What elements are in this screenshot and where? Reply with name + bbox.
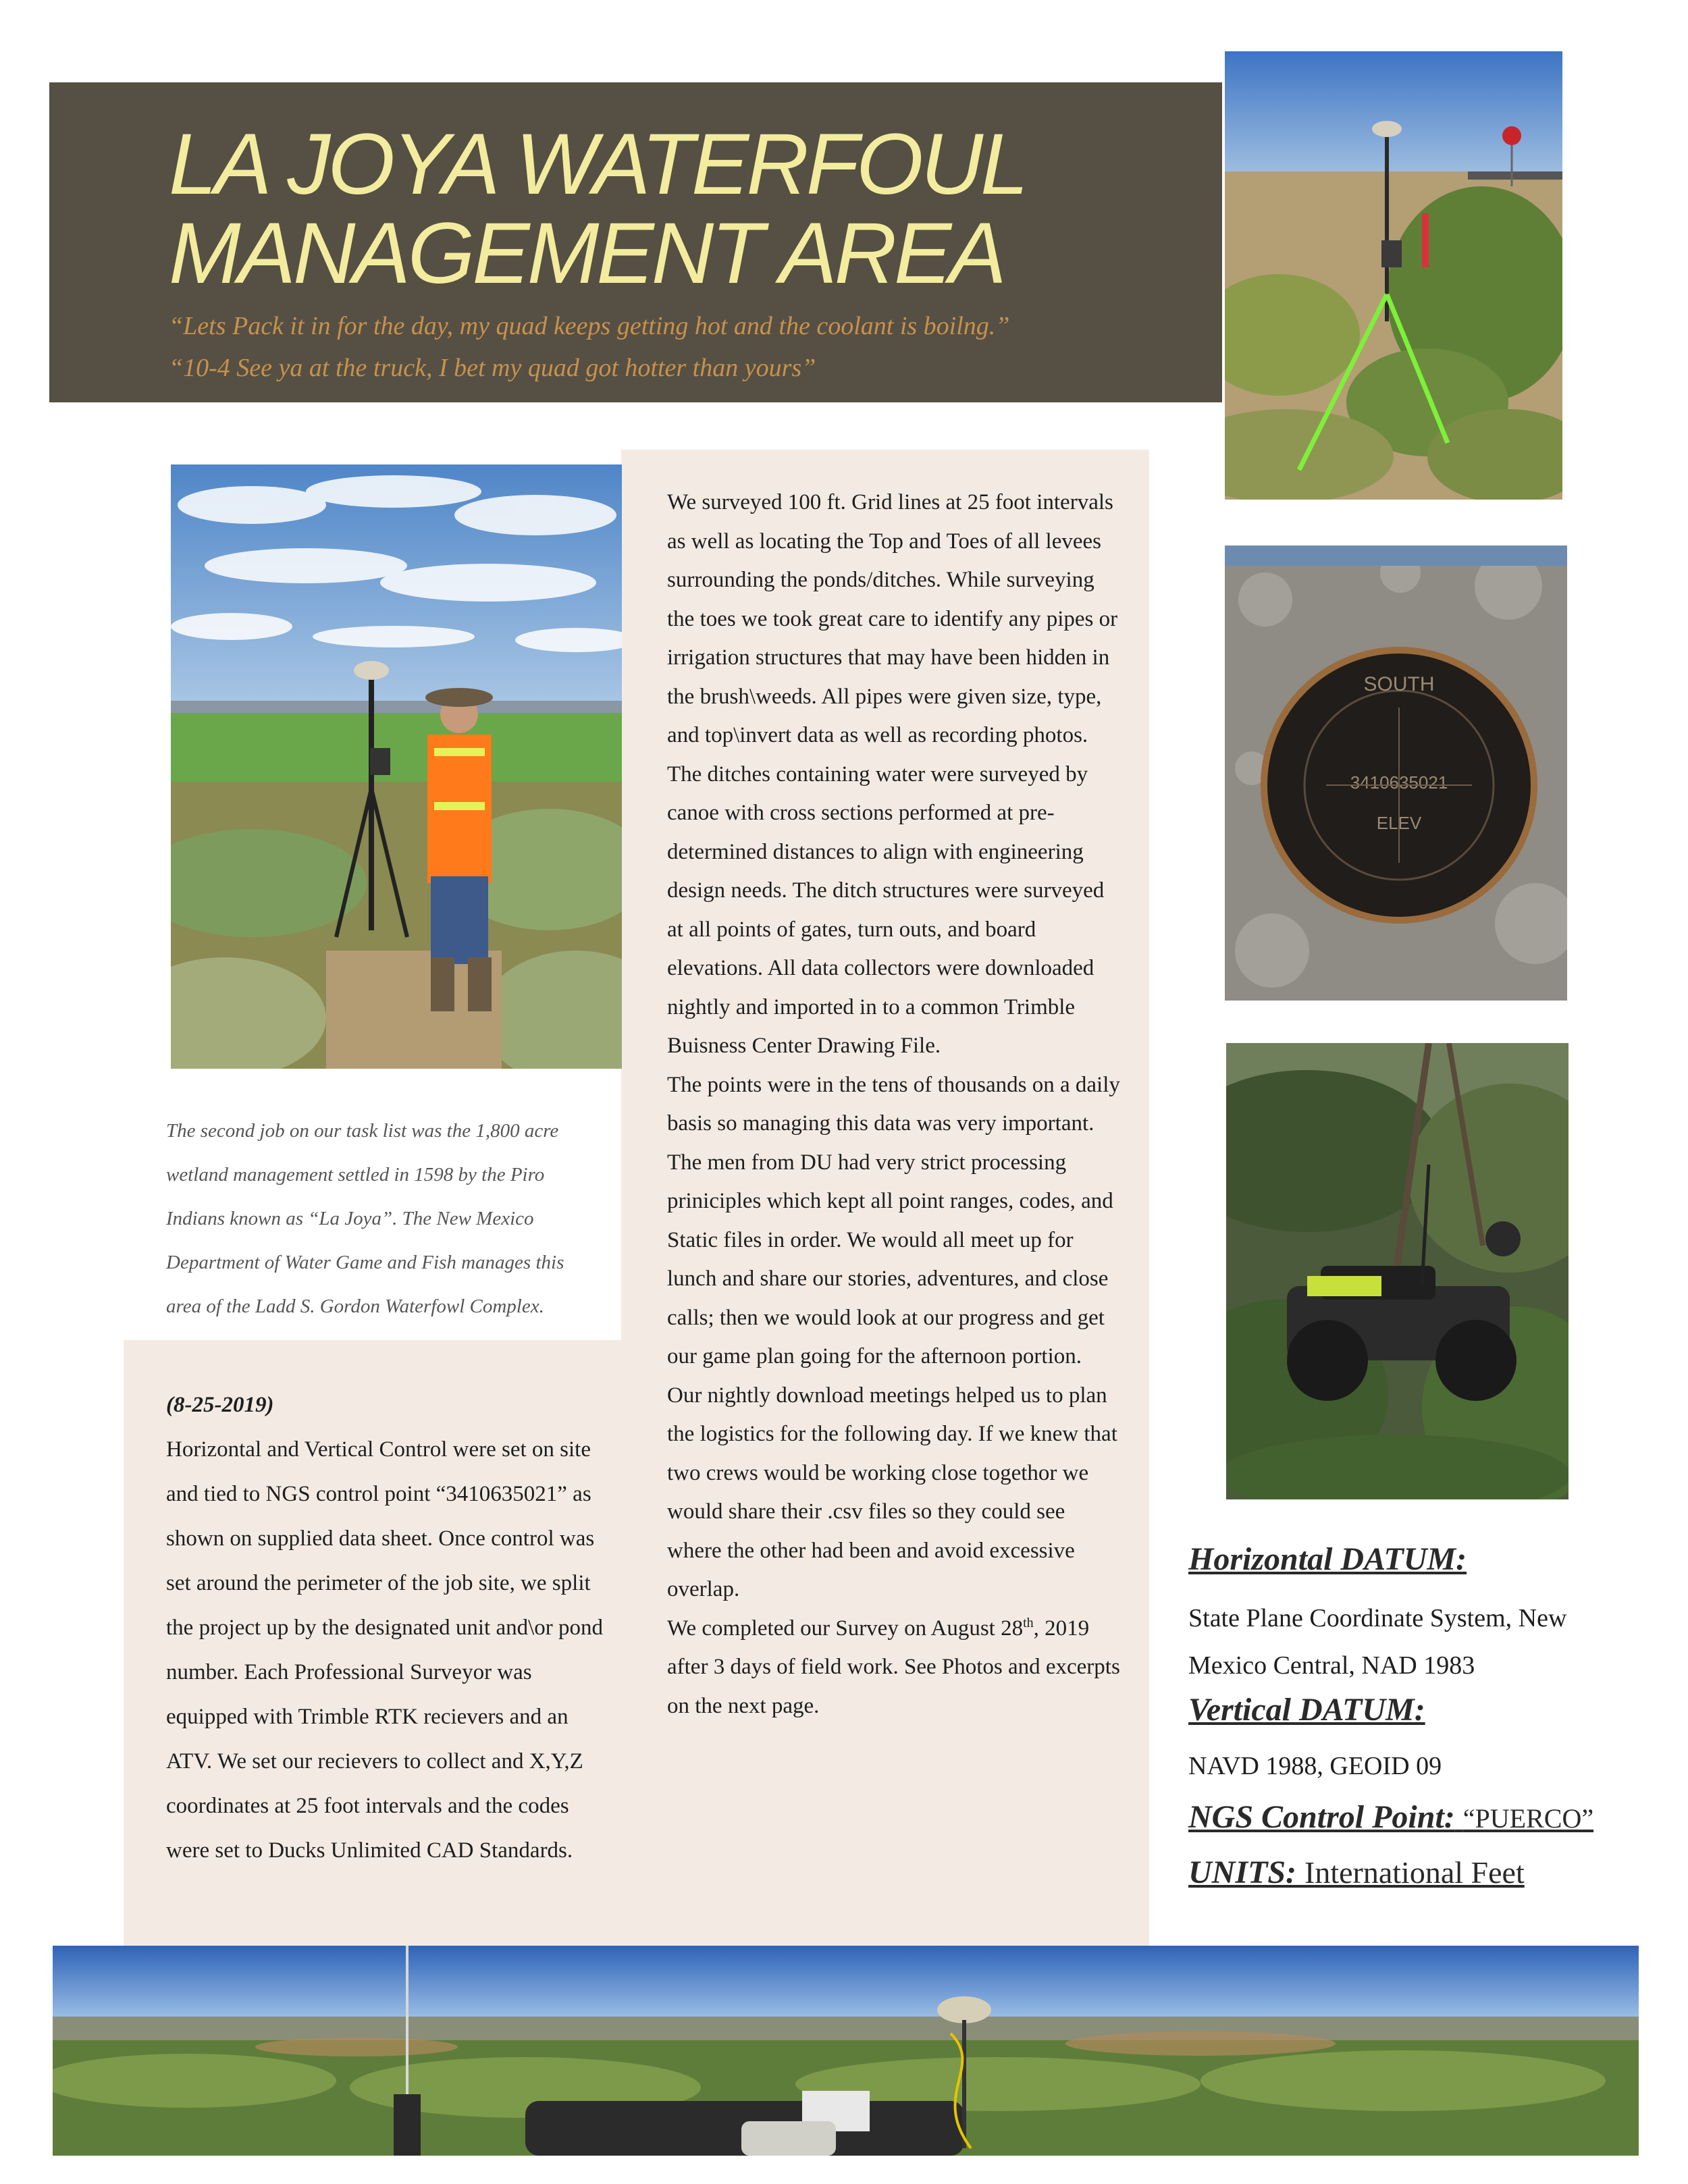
horizontal-datum-value: State Plane Coordinate System, New Mexico Central, NAD 1983 [1188,1604,1567,1680]
benchmark-ring-text: SOUTH [1363,673,1435,695]
left-column-body: Horizontal and Vertical Control were set on site and tied to NGS control point “3410635021” as shown on supplied data sheet. Once control was set around the perimeter of the job site, we split the project up by the designated unit and\or pond number. Each Professional Surveyor was equipped with Trimble RTK recievers and an ATV. We set our recievers to collect and X,Y,Z coordinates at 25 foot intervals and the codes were set to Ducks Unlimited CAD Standards. [166,1437,604,1863]
units-label: UNITS: [1188,1855,1297,1890]
panorama-photo [53,1946,1639,2156]
mid-paragraph-3 [667,1609,1121,1726]
benchmark-id-text: 3410635021 [1350,772,1448,793]
vertical-datum-heading: Vertical DATUM: [1188,1692,1425,1728]
surveyor-photo [171,464,622,1069]
banner-quote: “Lets Pack it in for the day, my quad keeps getting hot and the coolant is boilng.” “10-4 See ya at the truck, I bet my quad got hotter than yours” [169,312,1010,382]
title-line-1: LA JOYA WATERFOUL [169,116,1026,213]
left-column-text [166,1383,612,1873]
ordinal-suffix: th [1023,1615,1034,1630]
middle-column-text [667,483,1121,1726]
mid-paragraph-3-start: We completed our Survey on August 28 [667,1616,1024,1641]
ngs-control-label: NGS Control Point: [1188,1799,1455,1835]
mid-paragraph-2: The points were in the tens of thousands on a daily basis so managing this data was very important. The men from DU had very strict processing priniciples which kept all point ranges, codes, and Static files in order. We would all meet up for lunch and share our stories, adventures, and close calls; then we would look at our progress and get our game plan going for the afternoon portion. Our nightly download meetings helped us to plan the logistics for the following day. If we knew that two crews would be working close togethor we would share their .csv files so they could see where the other had been and avoid excessive overlap. [667,1072,1120,1601]
vertical-datum-value: NAVD 1988, GEOID 09 [1188,1752,1442,1780]
units-value: International Feet [1304,1855,1525,1890]
benchmark-elev-text: ELEV [1376,813,1422,833]
tripod-photo [1225,51,1562,500]
survey-date: (8-25-2019) [166,1393,274,1417]
units [1188,1854,1525,1891]
ngs-control-point [1188,1799,1593,1836]
page-title [169,116,1047,302]
mid-paragraph-1: We surveyed 100 ft. Grid lines at 25 foot intervals as well as locating the Top and Toes of all levees surrounding the ponds/ditches. While surveying the toes we took great care to identify any pipes or irrigation structures that may have been hidden in the brush\weeds. All pipes were given size, type, and top\invert data as well as recording photos. The ditches containing water were surveyed by canoe with cross sections performed at pre-determined distances to align with engineering design needs. The ditch structures were surveyed at all points of gates, turn outs, and board elevations. All data collectors were downloaded nightly and imported in to a common Trimble Buisness Center Drawing File. [667,490,1118,1058]
atv-photo [1226,1043,1568,1499]
mid-paragraph-3-end: , 2019 after 3 days of field work. See Photos and excerpts on the next page. [667,1616,1120,1718]
photo-caption: The second job on our task list was the 1,800 acre wetland management settled in 1598 by the Piro Indians known as “La Joya”. The New Mexico Department of Water Game and Fish manages this area of the Ladd S. Gordon Waterfowl Complex. [166,1120,564,1317]
benchmark-disk-photo [1225,545,1567,1001]
horizontal-datum-heading: Horizontal DATUM: [1188,1541,1467,1577]
title-line-2: MANAGEMENT AREA [169,205,1004,302]
ngs-control-value: “PUERCO” [1462,1803,1594,1834]
